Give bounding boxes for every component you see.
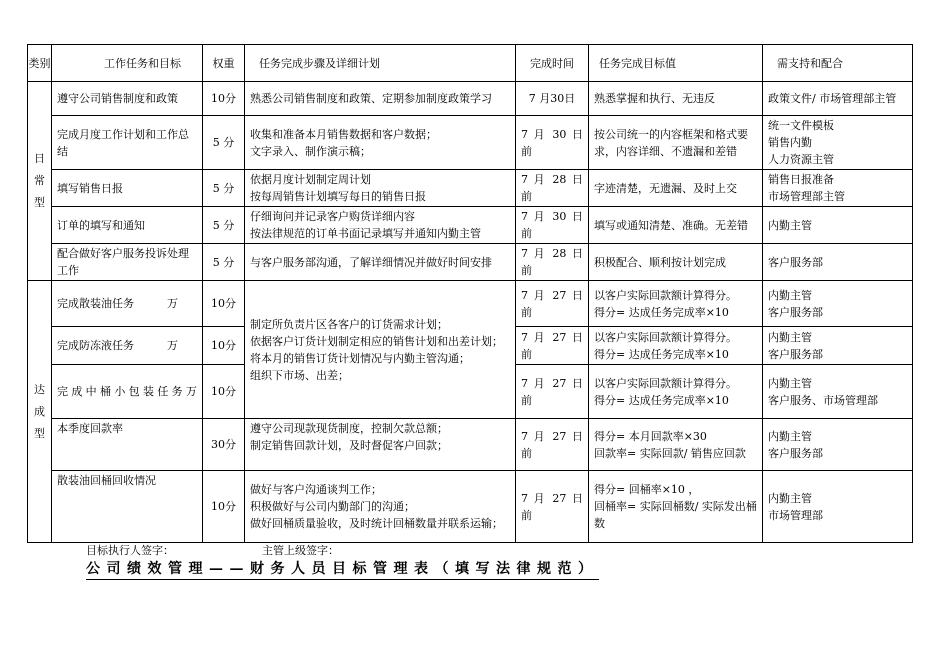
support-cell: 内勤主管 客户服务部: [763, 419, 913, 471]
steps-cell: 仔细询问并记录客户购货详细内容 按法律规范的订单书面记录填写并通知内勤主管: [245, 207, 516, 244]
table-row: [28, 419, 913, 471]
category-char: 达: [34, 382, 45, 396]
weight-cell: 10分: [203, 365, 245, 419]
signature-line: [86, 543, 339, 559]
header-target: 任务完成目标值: [589, 45, 763, 82]
weight-cell: 5 分: [203, 244, 245, 281]
category-char: 常: [34, 174, 45, 187]
target-management-table: [27, 44, 913, 543]
target-cell: 以客户实际回款额计算得分。 得分= 达成任务完成率×10: [589, 327, 763, 365]
category-label: [28, 379, 51, 445]
task-cell: 填写销售日报: [52, 170, 203, 207]
task-cell: 完成月度工作计划和工作总结: [52, 116, 203, 170]
target-cell: 以客户实际回款额计算得分。 得分= 达成任务完成率×10: [589, 365, 763, 419]
executor-signature-label: 目标执行人签字：: [86, 544, 174, 557]
weight-cell: 10分: [203, 82, 245, 116]
header-row: [28, 45, 913, 82]
header-time: 完成时间: [516, 45, 589, 82]
task-cell: 订单的填写和通知: [52, 207, 203, 244]
task-cell: 完成防冻液任务 万: [52, 327, 203, 365]
supervisor-signature-label: 主管上级签字：: [262, 544, 339, 557]
time-cell: 7 月 27 日前: [516, 327, 589, 365]
header-category: 类别: [28, 45, 52, 82]
steps-cell: 做好与客户沟通谈判工作； 积极做好与公司内勤部门的沟通； 做好回桶质量验收，及时统计回桶数量并联系运输；: [245, 471, 516, 543]
category-achieve: [28, 281, 52, 543]
task-cell: 本季度回款率: [52, 419, 203, 471]
time-cell: 7 月 30 日前: [516, 207, 589, 244]
target-cell: 熟悉掌握和执行、无违反: [589, 82, 763, 116]
time-cell: 7 月 28 日前: [516, 244, 589, 281]
table-row: [28, 170, 913, 207]
target-cell: 以客户实际回款额计算得分。 得分= 达成任务完成率×10: [589, 281, 763, 327]
time-cell: 7 月30日: [516, 82, 589, 116]
target-cell: 按公司统一的内容框架和格式要求，内容详细、不遗漏和差错: [589, 116, 763, 170]
header-steps: 任务完成步骤及详细计划: [245, 45, 516, 82]
steps-cell: 依据月度计划制定周计划 按每周销售计划填写每日的销售日报: [245, 170, 516, 207]
table-row: [28, 207, 913, 244]
time-cell: 7 月 27 日前: [516, 471, 589, 543]
target-cell: 积极配合、顺利按计划完成: [589, 244, 763, 281]
shared-steps-cell: 制定所负责片区各客户的订货需求计划； 依据客户订货计划制定相应的销售计划和出差计划； 将本月的销售订货计划情况与内勤主管沟通； 组织下市场、出差；: [245, 281, 516, 419]
support-cell: 客户服务部: [763, 244, 913, 281]
header-weight: 权重: [203, 45, 245, 82]
header-support: 需支持和配合: [763, 45, 913, 82]
weight-cell: 10分: [203, 327, 245, 365]
steps-cell: 收集和准备本月销售数据和客户数据； 文字录入、制作演示稿；: [245, 116, 516, 170]
task-cell: 遵守公司销售制度和政策: [52, 82, 203, 116]
task-cell: 完成散装油任务 万: [52, 281, 203, 327]
table-row: [28, 471, 913, 543]
weight-cell: 10分: [203, 471, 245, 543]
daily-section: [28, 82, 913, 281]
time-cell: 7 月 30 日前: [516, 116, 589, 170]
time-cell: 7 月 27 日前: [516, 365, 589, 419]
support-cell: 销售日报准备 市场管理部主管: [763, 170, 913, 207]
weight-cell: 5 分: [203, 207, 245, 244]
steps-cell: 与客户服务部沟通，了解详细情况并做好时间安排: [245, 244, 516, 281]
time-cell: 7 月 28 日前: [516, 170, 589, 207]
task-cell: 配合做好客户服务投诉处理工作: [52, 244, 203, 281]
category-char: 型: [34, 196, 45, 209]
achieve-section: [28, 281, 913, 543]
category-daily: [28, 82, 52, 281]
table-row: [28, 116, 913, 170]
table-row: [28, 244, 913, 281]
next-table-title: 公司绩效管理——财务人员目标管理表（填写法律规范）: [86, 559, 599, 580]
steps-cell: 遵守公司现款现货制度，控制欠款总额； 制定销售回款计划，及时督促客户回款；: [245, 419, 516, 471]
weight-cell: 5 分: [203, 170, 245, 207]
task-cell: 完成中桶小包装任务万: [52, 365, 203, 419]
header-task: 工作任务和目标: [52, 45, 203, 82]
table-row: [28, 82, 913, 116]
weight-cell: 30分: [203, 419, 245, 471]
time-cell: 7 月 27 日前: [516, 419, 589, 471]
target-cell: 填写或通知清楚、准确。无差错: [589, 207, 763, 244]
category-char: 日: [34, 152, 45, 165]
target-cell: 得分= 回桶率×10 ， 回桶率= 实际回桶数/ 实际发出桶数: [589, 471, 763, 543]
category-char: 成: [34, 404, 45, 418]
steps-cell: 熟悉公司销售制度和政策、定期参加制度政策学习: [245, 82, 516, 116]
target-cell: 得分= 本月回款率×30 回款率= 实际回款/ 销售应回款: [589, 419, 763, 471]
weight-cell: 10分: [203, 281, 245, 327]
target-cell: 字迹清楚，无遗漏、及时上交: [589, 170, 763, 207]
support-cell: 内勤主管 客户服务部: [763, 327, 913, 365]
support-cell: 政策文件/ 市场管理部主管: [763, 82, 913, 116]
table-row: [28, 281, 913, 327]
time-cell: 7 月 27 日前: [516, 281, 589, 327]
weight-cell: 5 分: [203, 116, 245, 170]
support-cell: 统一文件模板 销售内勤 人力资源主管: [763, 116, 913, 170]
category-char: 型: [34, 426, 45, 440]
category-label: [28, 148, 51, 214]
support-cell: 内勤主管 客户服务、市场管理部: [763, 365, 913, 419]
support-cell: 内勤主管: [763, 207, 913, 244]
support-cell: 内勤主管 市场管理部: [763, 471, 913, 543]
support-cell: 内勤主管 客户服务部: [763, 281, 913, 327]
task-cell: 散装油回桶回收情况: [52, 471, 203, 543]
